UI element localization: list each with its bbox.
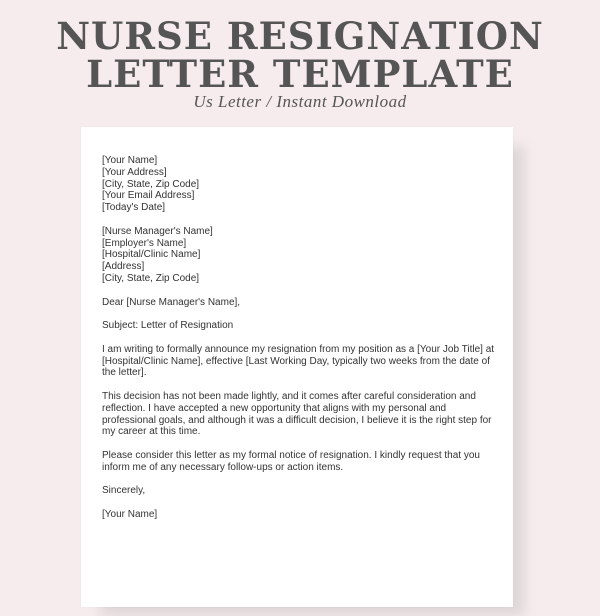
recipient-city: [City, State, Zip Code]	[102, 272, 200, 284]
subject-line: Subject: Letter of Resignation	[102, 320, 234, 332]
closing: Sincerely,	[102, 485, 146, 497]
salutation: Dear [Nurse Manager's Name],	[102, 296, 241, 308]
recipient-address: [Address]	[102, 261, 145, 273]
paragraph-3: Please consider this letter as my formal notice of resignation. I kindly request that you inform me of any necessary follow-ups or action items.	[102, 449, 480, 473]
sender-address: [Your Address]	[102, 166, 167, 178]
letter-body	[102, 155, 497, 533]
sender-block	[102, 155, 497, 214]
sender-name: [Your Name]	[102, 155, 158, 166]
title-line-2: LETTER TEMPLATE	[86, 52, 514, 96]
recipient-manager: [Nurse Manager's Name]	[102, 225, 213, 237]
subtitle: Us Letter / Instant Download	[193, 92, 407, 111]
recipient-employer: [Employer's Name]	[102, 237, 187, 249]
paragraph-1: I am writing to formally announce my resignation from my position as a [Your Job Title] at [Hospital/Clinic Name], effective [Last Working Day, typically two weeks from the date of the letter].	[102, 343, 495, 379]
sender-city: [City, State, Zip Code]	[102, 178, 200, 190]
signature: [Your Name]	[102, 508, 158, 520]
sender-date: [Today's Date]	[102, 202, 166, 214]
title-line-1: NURSE RESIGNATION	[56, 14, 544, 58]
recipient-block	[102, 226, 497, 285]
recipient-hospital: [Hospital/Clinic Name]	[102, 249, 201, 261]
sender-email: [Your Email Address]	[102, 190, 195, 202]
paragraph-2: This decision has not been made lightly, and it comes after careful consideration and reflection. I have accepted a new opportunity that aligns with my personal and professional goals, and although it was a difficult decision, I believe it is the right step for my career at this time.	[102, 390, 492, 438]
